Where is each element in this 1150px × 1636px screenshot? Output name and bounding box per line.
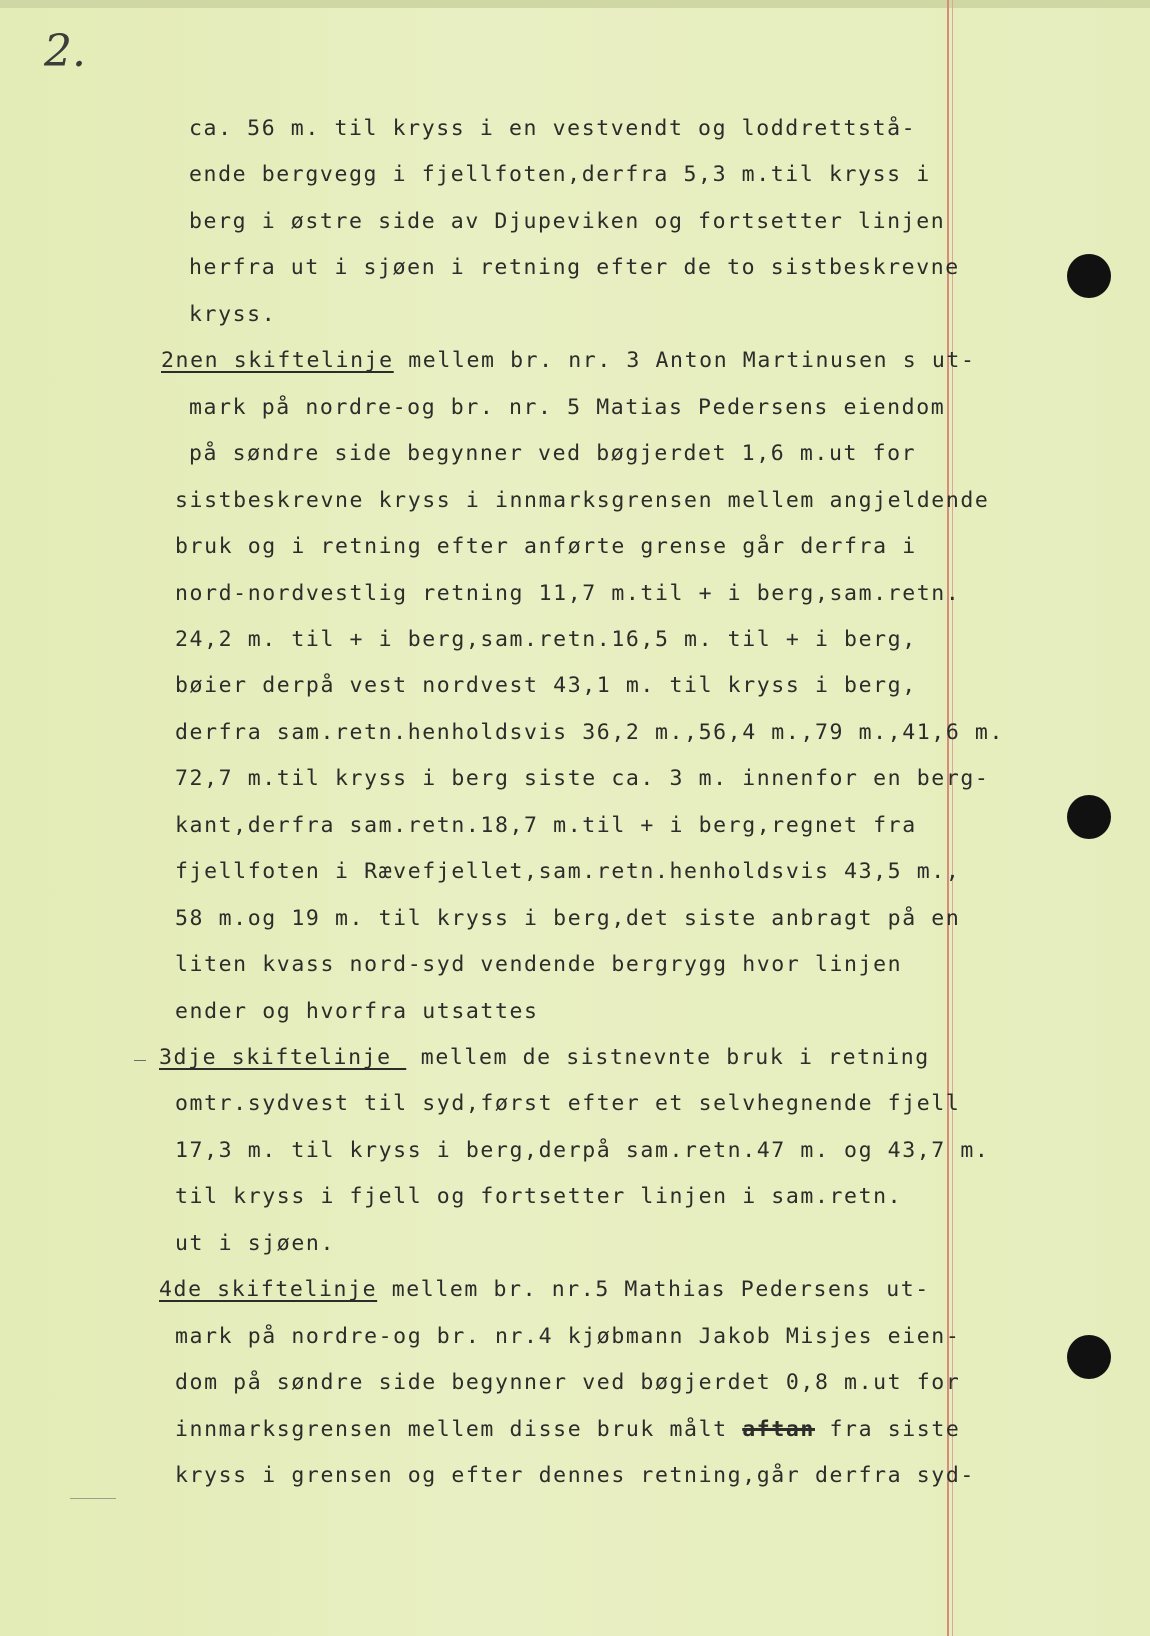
line-text: ender og hvorfra utsattes — [175, 998, 539, 1024]
page-number: 2. — [44, 26, 86, 77]
line-text: mark på nordre-og br. nr. 5 Matias Pedersens eiendom — [189, 394, 946, 420]
line-text: fra siste — [814, 1416, 961, 1442]
text-line — [175, 766, 989, 792]
text-line — [189, 255, 960, 281]
text-line — [175, 1370, 960, 1396]
line-text: til kryss i fjell og fortsetter linjen i sam.retn. — [175, 1184, 903, 1210]
page-top-edge — [0, 0, 1150, 8]
line-text: dom på søndre side begynner ved bøgjerdet 0,8 m.ut for — [175, 1370, 961, 1396]
line-text: ca. 56 m. til kryss i en vestvendt og loddrettstå- — [189, 116, 917, 141]
text-line — [175, 534, 917, 560]
section-heading: 3dje skiftelinje — [159, 1045, 407, 1070]
text-line — [189, 395, 945, 421]
text-line — [175, 1231, 335, 1257]
line-text: herfra ut i sjøen i retning efter de to sistbeskrevne — [189, 255, 960, 281]
text-line — [175, 1184, 902, 1210]
text-line — [175, 952, 902, 978]
text-line — [175, 1091, 960, 1117]
section-heading: 2nen skiftelinje — [161, 348, 394, 374]
punch-hole-icon — [1067, 1335, 1111, 1379]
text-line — [175, 488, 989, 514]
text-line — [175, 720, 1004, 746]
line-text: bøier derpå vest nordvest 43,1 m. til kryss i berg, — [175, 673, 917, 699]
line-text: fjellfoten i Rævefjellet,sam.retn.henholdsvis 43,5 m., — [175, 859, 961, 885]
text-line — [189, 209, 945, 235]
text-line — [175, 1417, 960, 1443]
line-text: omtr.sydvest til syd,først efter et selvhegnende fjell — [175, 1091, 961, 1117]
section-heading: 4de skiftelinje — [159, 1277, 378, 1303]
punch-hole-icon — [1067, 795, 1111, 839]
line-text: 72,7 m.til kryss i berg siste ca. 3 m. innenfor en berg- — [175, 766, 990, 792]
text-line — [159, 1277, 930, 1303]
text-line — [175, 1463, 975, 1489]
margin-mark — [70, 1498, 116, 1499]
text-line — [175, 627, 917, 653]
text-line — [175, 999, 539, 1025]
line-text: kryss. — [189, 301, 277, 327]
text-line — [175, 1138, 989, 1164]
text-line — [159, 1045, 930, 1071]
text-line — [161, 348, 975, 374]
line-text: liten kvass nord-syd vendende bergrygg hvor linjen — [175, 952, 903, 978]
text-line — [175, 1324, 960, 1350]
line-text: 24,2 m. til + i berg,sam.retn.16,5 m. til + i berg, — [175, 626, 917, 652]
line-text: mellem de sistnevnte bruk i retning — [406, 1045, 930, 1070]
text-line — [189, 162, 931, 188]
struck-out-word: aftan — [742, 1416, 815, 1442]
line-text: sistbeskrevne kryss i innmarksgrensen mellem angjeldende — [175, 487, 990, 513]
line-text: kryss i grensen og efter dennes retning,går derfra syd- — [175, 1463, 975, 1489]
line-text: mellem br. nr.5 Mathias Pedersens ut- — [377, 1277, 930, 1303]
line-text: nord-nordvestlig retning 11,7 m.til + i berg,sam.retn. — [175, 580, 961, 606]
text-line — [189, 302, 276, 328]
line-text: mark på nordre-og br. nr.4 kjøbmann Jakob Misjes eien- — [175, 1323, 961, 1349]
line-text: 58 m.og 19 m. til kryss i berg,det siste anbragt på en — [175, 905, 961, 931]
text-line — [189, 441, 916, 467]
text-line — [175, 673, 917, 699]
text-line — [189, 116, 916, 142]
line-text: på søndre side begynner ved bøgjerdet 1,6 m.ut for — [189, 441, 917, 467]
line-text: ut i sjøen. — [175, 1230, 335, 1256]
line-text: 17,3 m. til kryss i berg,derpå sam.retn.47 m. og 43,7 m. — [175, 1137, 990, 1163]
text-line — [175, 859, 960, 885]
line-text: kant,derfra sam.retn.18,7 m.til + i berg,regnet fra — [175, 812, 917, 838]
line-text: derfra sam.retn.henholdsvis 36,2 m.,56,4 m.,79 m.,41,6 m. — [175, 719, 1005, 745]
text-line — [175, 813, 917, 839]
text-line — [175, 906, 960, 932]
punch-hole-icon — [1067, 254, 1111, 298]
line-text: ende bergvegg i fjellfoten,derfra 5,3 m.til kryss i — [189, 162, 931, 188]
text-line — [175, 581, 960, 607]
line-text: bruk og i retning efter anførte grense går derfra i — [175, 534, 917, 560]
line-text: berg i østre side av Djupeviken og fortsetter linjen — [189, 208, 946, 234]
line-text: innmarksgrensen mellem disse bruk målt — [175, 1416, 743, 1442]
margin-mark — [134, 1060, 146, 1061]
line-text: mellem br. nr. 3 Anton Martinusen s ut- — [393, 348, 976, 374]
